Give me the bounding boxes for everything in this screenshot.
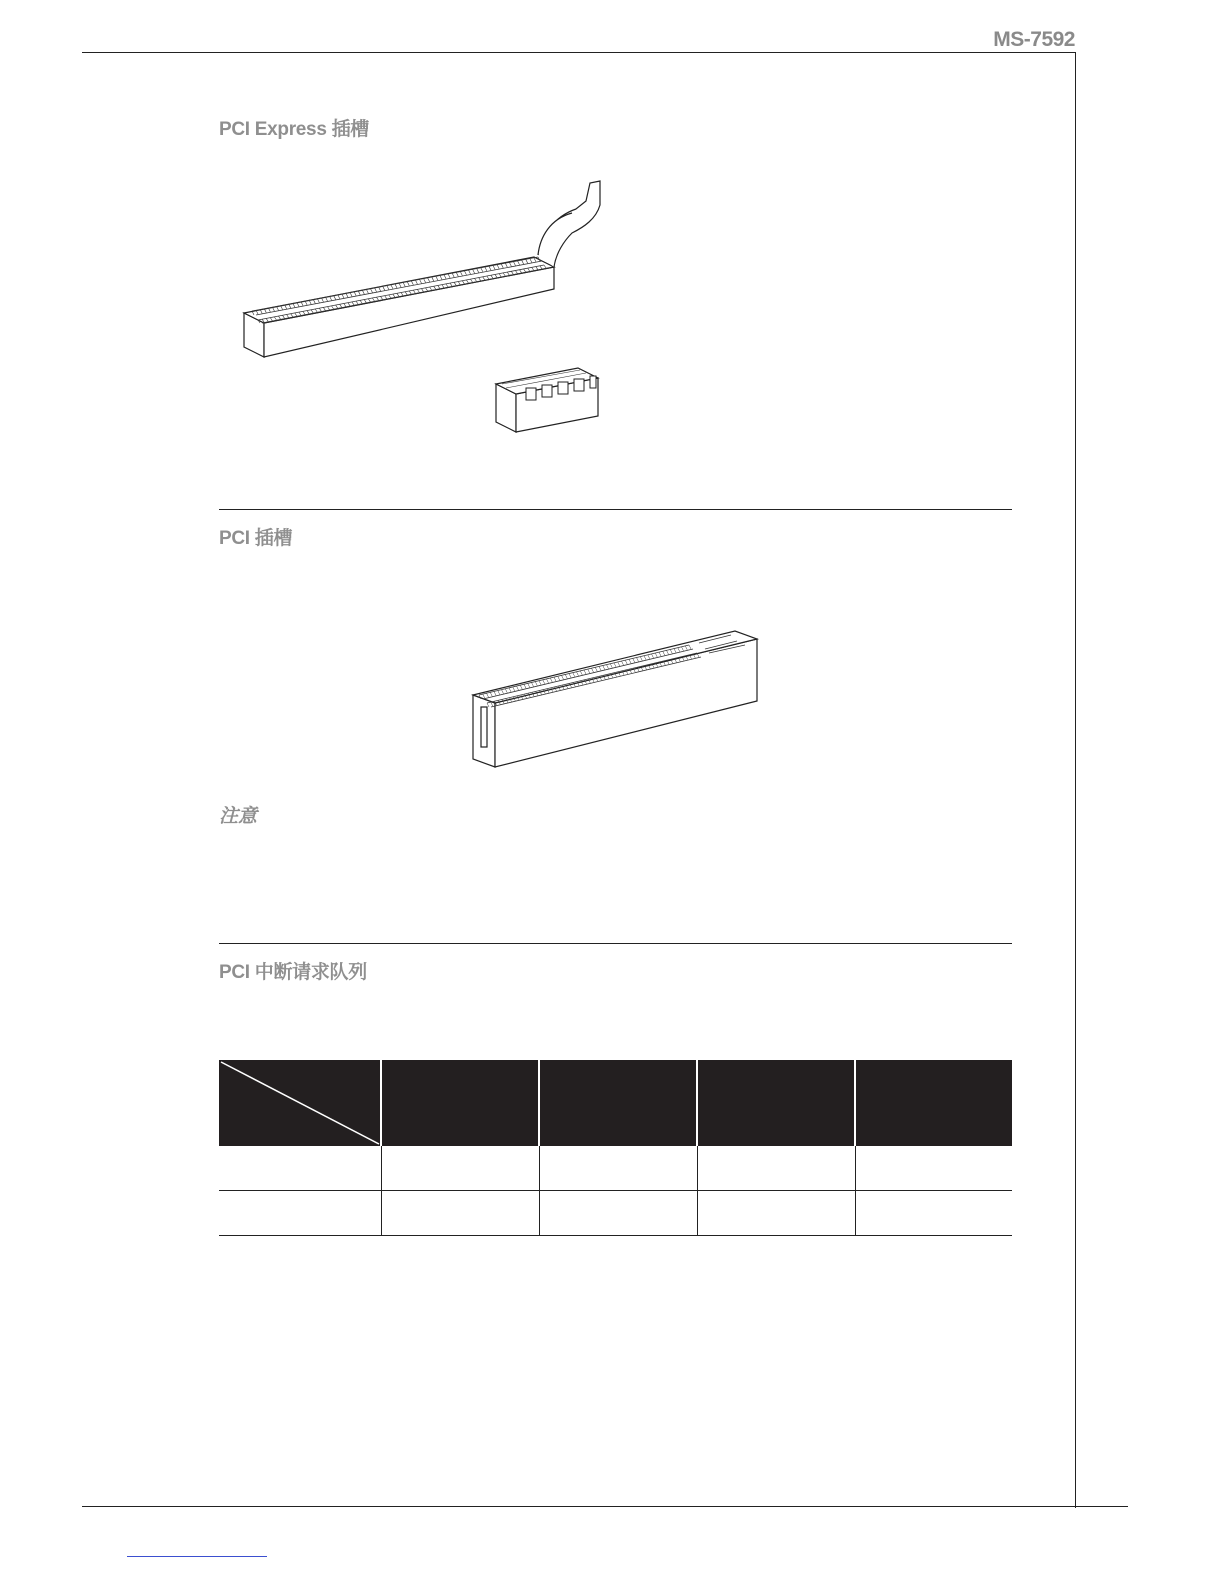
table-cell xyxy=(539,1146,697,1191)
table-column-header xyxy=(855,1060,1012,1146)
irq-routing-table xyxy=(219,1060,1012,1236)
margin-rule xyxy=(1075,52,1076,1508)
pcie-x1-slot-illustration xyxy=(490,360,610,440)
table-cell xyxy=(539,1191,697,1236)
section-separator xyxy=(219,509,1012,510)
table-column-header xyxy=(697,1060,855,1146)
pci-slot-illustration xyxy=(465,625,765,775)
pcie-x16-slot-illustration xyxy=(238,175,618,365)
table-column-header xyxy=(539,1060,697,1146)
diagonal-divider xyxy=(219,1060,381,1146)
section-separator xyxy=(219,943,1012,944)
note-title: 注意 xyxy=(219,806,258,827)
table-cell xyxy=(381,1146,539,1191)
footer-link-underline[interactable] xyxy=(127,1556,267,1557)
table-header-row xyxy=(219,1060,1012,1146)
model-number: MS-7592 xyxy=(993,28,1075,51)
table-cell xyxy=(219,1191,381,1236)
table-cell xyxy=(381,1191,539,1236)
table-cell xyxy=(855,1146,1012,1191)
table-cell xyxy=(219,1146,381,1191)
irq-section-title: PCI 中断请求队列 xyxy=(219,962,367,983)
pci-section-title: PCI 插槽 xyxy=(219,528,293,549)
table-cell xyxy=(697,1146,855,1191)
table-column-header xyxy=(381,1060,539,1146)
pcie-section-title: PCI Express 插槽 xyxy=(219,119,369,140)
header-rule xyxy=(82,52,1076,53)
table-cell xyxy=(855,1191,1012,1236)
table-cell xyxy=(697,1191,855,1236)
footer-rule xyxy=(82,1506,1128,1507)
table-corner-cell xyxy=(219,1060,381,1146)
table-row xyxy=(219,1146,1012,1191)
table-row xyxy=(219,1191,1012,1236)
